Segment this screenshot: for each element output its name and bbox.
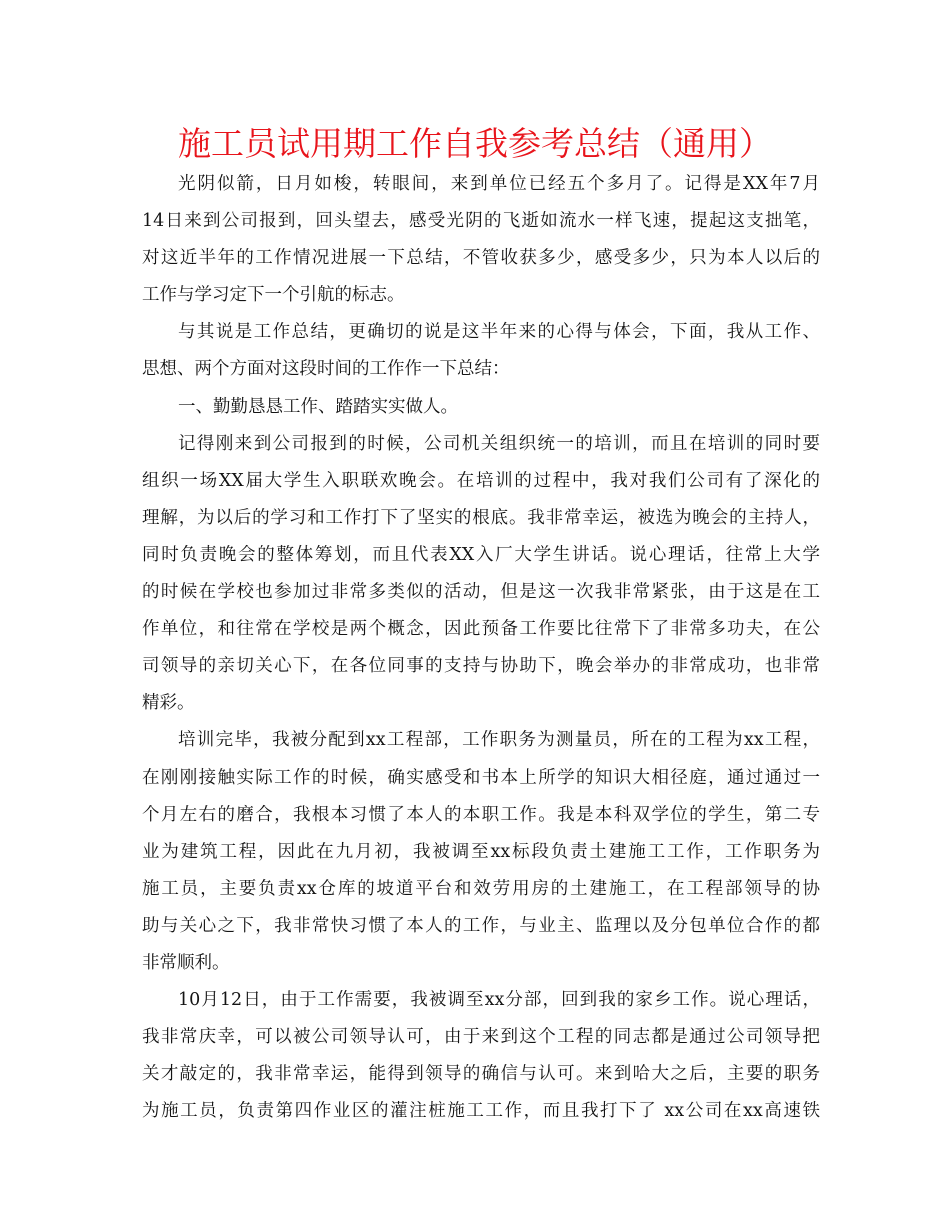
text-line: 关才敲定的，我非常幸运，能得到领导的确信与认可。来到哈大之后，主要的职务 (142, 1064, 820, 1085)
text-line: 非常顺利。 (142, 952, 230, 973)
text-line: 对这近半年的工作情况进展一下总结，不管收获多少，感受多少，只为本人以后的 (142, 248, 820, 269)
text-line: 组织一场XX届大学生入职联欢晚会。在培训的过程中，我对我们公司有了深化的 (142, 470, 820, 491)
text-line: 施工员，主要负责xx仓库的坡道平台和效劳用房的土建施工，在工程部领导的协 (142, 878, 820, 899)
text-line: 同时负责晚会的整体筹划，而且代表XX入厂大学生讲话。说心理话，往常上大学 (142, 544, 820, 565)
text-line: 我非常庆幸，可以被公司领导认可，由于来到这个工程的同志都是通过公司领导把 (142, 1027, 820, 1048)
document-title: 施工员试用期工作自我参考总结（通用） (178, 124, 772, 163)
text-line: 一、勤勤恳恳工作、踏踏实实做人。 (178, 396, 458, 417)
text-line: 个月左右的磨合，我根本习惯了本人的本职工作。我是本科双学位的学生，第二专 (142, 804, 820, 825)
text-line: 业为建筑工程，因此在九月初，我被调至xx标段负责土建施工工作，工作职务为 (142, 841, 820, 862)
text-line: 精彩。 (142, 693, 195, 714)
text-line: 思想、两个方面对这段时间的工作作一下总结： (142, 359, 510, 380)
text-line: 10月12日，由于工作需要，我被调至xx分部，回到我的家乡工作。说心理话， (178, 990, 820, 1011)
text-line: 光阴似箭，日月如梭，转眼间，来到单位已经五个多月了。记得是XX年7月 (178, 174, 820, 194)
text-line: 为施工员，负责第四作业区的灌注桩施工工作，而且我打下了 xx公司在xx高速铁 (142, 1101, 820, 1122)
text-line: 的时候在学校也参加过非常多类似的活动，但是这一次我非常紧张，由于这是在工 (142, 582, 820, 603)
text-line: 记得刚来到公司报到的时候，公司机关组织统一的培训，而且在培训的同时要 (178, 433, 820, 454)
text-line: 工作与学习定下一个引航的标志。 (142, 285, 405, 306)
text-line: 作单位，和往常在学校是两个概念，因此预备工作要比往常下了非常多功夫，在公 (142, 619, 820, 640)
text-line: 与其说是工作总结，更确切的说是这半年来的心得与体会，下面，我从工作、 (178, 322, 820, 343)
text-line: 在刚刚接触实际工作的时候，确实感受和书本上所学的知识大相径庭，通过通过一 (142, 767, 820, 788)
text-line: 14日来到公司报到，回头望去，感受光阴的飞逝如流水一样飞速，提起这支拙笔， (142, 211, 820, 232)
document-body (142, 166, 820, 1130)
text-line: 助与关心之下，我非常快习惯了本人的工作，与业主、监理以及分包单位合作的都 (142, 915, 820, 936)
text-line: 培训完毕，我被分配到xx工程部，工作职务为测量员，所在的工程为xx工程， (178, 730, 820, 751)
text-line: 司领导的亲切关心下，在各位同事的支持与协助下，晚会举办的非常成功，也非常 (142, 656, 820, 677)
text-line: 理解，为以后的学习和工作打下了坚实的根底。我非常幸运，被选为晚会的主持人， (142, 507, 820, 528)
